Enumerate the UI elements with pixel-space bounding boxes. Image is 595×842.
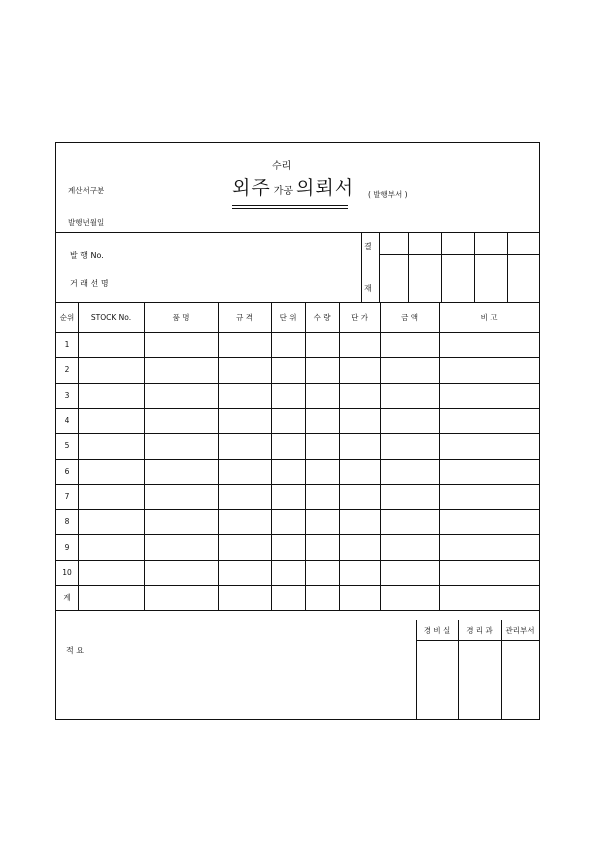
table-column-divider xyxy=(78,302,79,610)
table-row-label: 9 xyxy=(64,542,70,552)
table-header-cell: 순위 xyxy=(59,312,75,322)
title-left: 외주 xyxy=(232,177,271,199)
remarks-label: 적 요 xyxy=(66,646,84,655)
table-row-label: 2 xyxy=(64,365,70,375)
table-row-label: 6 xyxy=(64,466,70,476)
title-underline-double xyxy=(232,208,348,209)
table-row-label: 4 xyxy=(64,416,70,426)
table-column-divider xyxy=(144,302,145,610)
table-column-divider xyxy=(218,302,219,610)
table-row-divider xyxy=(56,459,539,460)
customer-name-label: 거 래 선 명 xyxy=(70,279,109,288)
table-column-divider xyxy=(439,302,440,610)
table-header-divider xyxy=(56,332,539,333)
table-header-cell: 단 위 xyxy=(279,312,297,322)
table-row-divider xyxy=(56,383,539,384)
table-row-label: 1 xyxy=(64,340,70,350)
approval-col-4 xyxy=(507,232,508,302)
table-row-divider xyxy=(56,560,539,561)
table-header-cell: 규 격 xyxy=(236,312,253,322)
table-column-divider xyxy=(380,302,381,610)
table-column-divider xyxy=(271,302,272,610)
approval-box-divider xyxy=(379,232,380,302)
approval-col-1 xyxy=(408,232,409,302)
title-underline xyxy=(232,205,348,206)
issue-date-label: 발행년월일 xyxy=(68,218,105,227)
table-row-label: 7 xyxy=(64,491,70,501)
table-row-divider xyxy=(56,408,539,409)
table-header-cell: 금 액 xyxy=(401,312,418,322)
approval-vertical-top: 결 xyxy=(364,242,372,251)
approval-management-dept: 관리부서 xyxy=(505,625,535,635)
approval-accounting-dept: 경 리 과 xyxy=(466,625,493,635)
table-row-divider xyxy=(56,534,539,535)
title-right: 의뢰서 xyxy=(296,177,355,199)
table-column-divider xyxy=(339,302,340,610)
approval-expense-office: 경 비 실 xyxy=(423,625,451,635)
table-row-label: 계 xyxy=(63,593,71,603)
approval-col-3 xyxy=(474,232,475,302)
approval-box-left xyxy=(361,232,362,302)
table-row-label: 5 xyxy=(64,441,70,451)
header-divider xyxy=(56,232,539,233)
request-form xyxy=(55,142,540,720)
approval-col-2 xyxy=(441,232,442,302)
table-row-label: 3 xyxy=(64,390,70,400)
table-header-cell: 비 고 xyxy=(480,312,498,322)
table-row-divider xyxy=(56,610,539,611)
table-row-divider xyxy=(56,357,539,358)
table-header-cell: 단 가 xyxy=(351,312,368,322)
title-prefix: 수리 xyxy=(272,161,292,172)
table-row-label: 10 xyxy=(62,567,72,577)
approval-footer-header-line xyxy=(416,640,539,641)
issuing-dept-label: ( 발행부서 ) xyxy=(368,190,408,199)
title-small: 가공 xyxy=(273,186,294,197)
issue-no-label: 발 행 No. xyxy=(70,251,104,260)
table-header-cell: 수 량 xyxy=(313,312,331,322)
document-title xyxy=(232,173,354,200)
approval-vertical-bottom: 재 xyxy=(364,284,372,293)
table-row-divider xyxy=(56,433,539,434)
table-row-divider xyxy=(56,484,539,485)
table-header-cell: STOCK No. xyxy=(90,312,132,322)
table-row-divider xyxy=(56,585,539,586)
table-row-divider xyxy=(56,509,539,510)
approval-header-line xyxy=(379,254,539,255)
table-row-label: 8 xyxy=(64,517,70,527)
table-column-divider xyxy=(305,302,306,610)
invoice-type-label: 계산서구분 xyxy=(68,186,105,195)
table-header-cell: 품 명 xyxy=(172,312,190,322)
